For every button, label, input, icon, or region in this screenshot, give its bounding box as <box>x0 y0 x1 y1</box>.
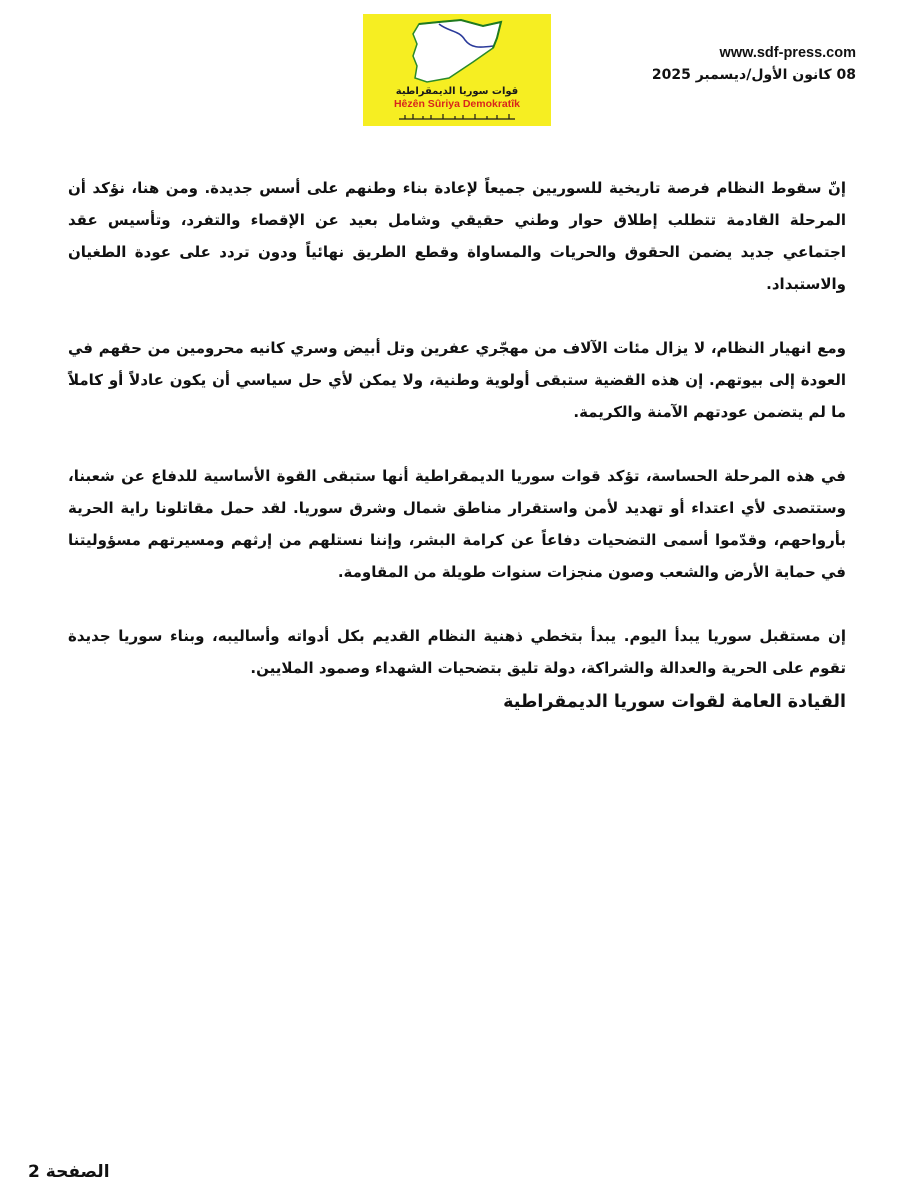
paragraph: إنّ سقوط النظام فرصة تاريخية للسوريين جميعاً لإعادة بناء وطنهم على أسس جديدة. ومن هنا، نؤكد أن المرحلة القادمة تتطلب إطلاق حوار وطني حقيقي وشامل بعيد عن الإقصاء والتفرد، وتأسيس عقد اجتماعي جديد يضمن الحقوق والحريات والمساواة وقطع الطريق نهائياً ودون تردد على عودة الطغيان والاستبداد. <box>68 179 846 293</box>
paragraph: ومع انهيار النظام، لا يزال مئات الآلاف من مهجّري عفرين وتل أبيض وسري كانيه محرومين من حقهم في العودة إلى بيوتهم. إن هذه القضية ستبقى أولوية وطنية، ولا يمكن لأي حل سياسي أن يكون عادلاً أو كاملاً ما لم يتضمن عودتهم الآمنة والكريمة. <box>68 339 846 421</box>
logo-arabic-name: قوات سوريا الديمقراطية <box>395 86 519 97</box>
logo-kurdish-name: Hêzên Sûriya Demokratîk <box>393 98 521 110</box>
syria-map-icon <box>409 18 505 84</box>
sdf-logo <box>363 14 551 126</box>
website-url[interactable]: www.sdf-press.com <box>719 45 856 61</box>
statement-body <box>68 172 846 716</box>
syriac-script-graphic <box>397 112 517 122</box>
paragraph: في هذه المرحلة الحساسة، تؤكد قوات سوريا الديمقراطية أنها ستبقى القوة الأساسية للدفاع عن شعبنا، وستتصدى لأي اعتداء أو تهديد لأمن واستقرار مناطق شمال وشرق سوريا. لقد حمل مقاتلونا راية الحرية بأرواحهم، وقدّموا أسمى التضحيات دفاعاً عن كرامة البشر، وإننا نستلهم من إرثهم ومسيرتهم مسؤوليتنا في حماية الأرض والشعب وصون منجزات سنوات طويلة من المقاومة. <box>68 467 846 581</box>
logo-syriac-name <box>363 112 551 124</box>
header-meta <box>652 42 856 86</box>
signature: القيادة العامة لقوات سوريا الديمقراطية <box>503 692 846 712</box>
release-date: 08 كانون الأول/ديسمبر 2025 <box>651 67 856 83</box>
paragraph: إن مستقبل سوريا يبدأ اليوم. يبدأ بتخطي ذهنية النظام القديم بكل أدواته وأساليبه، وبناء سوريا جديدة تقوم على الحرية والعدالة والشراكة، دولة تليق بتضحيات الشهداء وصمود الملايين. <box>68 627 846 677</box>
page-number: الصفحة 2 <box>28 1162 110 1182</box>
